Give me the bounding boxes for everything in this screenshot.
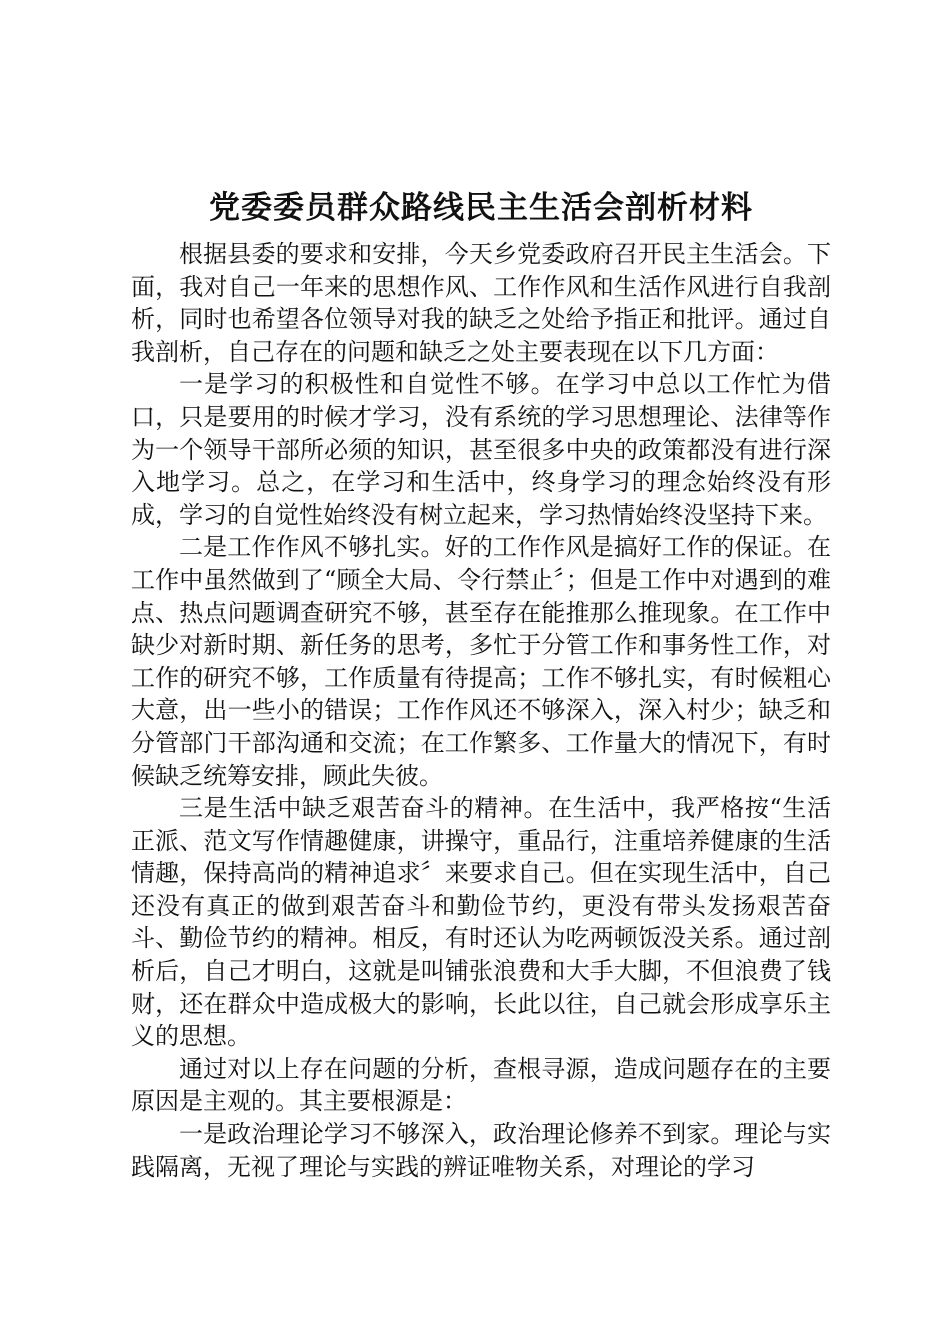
document-title: 党委委员群众路线民主生活会剖析材料 — [209, 190, 753, 226]
document-page — [131, 188, 831, 1183]
issue-study-paragraph: 一是学习的积极性和自觉性不够。在学习中总以工作忙为借口，只是要用的时候才学习，没有系统的学习思想理论、法律等作为一个领导干部所必须的知识，甚至很多中央的政策都没有进行深入地学习。总之，在学习和生活中，终身学习的理念始终没有形成，学习的自觉性始终没有树立起来，学习热情始终没坚持下来。 — [131, 370, 831, 529]
issue-work-style-paragraph: 二是工作作风不够扎实。好的工作作风是搞好工作的保证。在工作中虽然做到了“顾全大局、令行禁止〞；但是工作中对遇到的难点、热点问题调查研究不够，甚至存在能推那么推现象。在工作中缺少对新时期、新任务的思考，多忙于分管工作和事务性工作，对工作的研究不够，工作质量有待提高；工作不够扎实，有时候粗心大意，出一些小的错误；工作作风还不够深入，深入村少；缺乏和分管部门干部沟通和交流；在工作繁多、工作量大的情况下，有时候缺乏统筹安排，顾此失彼。 — [131, 533, 831, 790]
causes-intro-paragraph: 通过对以上存在问题的分析，查根寻源，造成问题存在的主要原因是主观的。其主要根源是： — [131, 1054, 831, 1116]
issue-life-style-paragraph: 三是生活中缺乏艰苦奋斗的精神。在生活中，我严格按“生活正派、范文写作情趣健康，讲操守，重品行，注重培养健康的生活情趣，保持高尚的精神追求〞来要求自己。但在实现生活中，自己还没有真正的做到艰苦奋斗和勤俭节约，更没有带头发扬艰苦奋斗、勤俭节约的精神。相反，有时还认为吃两顿饭没关系。通过剖析后，自己才明白，这就是叫铺张浪费和大手大脚，不但浪费了钱财，还在群众中造成极大的影响，长此以往，自己就会形成享乐主义的思想。 — [131, 794, 831, 1051]
cause-theory-paragraph: 一是政治理论学习不够深入，政治理论修养不到家。理论与实践隔离，无视了理论与实践的辨证唯物关系，对理论的学习 — [131, 1120, 831, 1181]
intro-paragraph: 根据县委的要求和安排，今天乡党委政府召开民主生活会。下面，我对自己一年来的思想作风、工作作风和生活作风进行自我剖析，同时也希望各位领导对我的缺乏之处给予指正和批评。通过自我剖析，自己存在的问题和缺乏之处主要表现在以下几方面： — [131, 240, 831, 366]
